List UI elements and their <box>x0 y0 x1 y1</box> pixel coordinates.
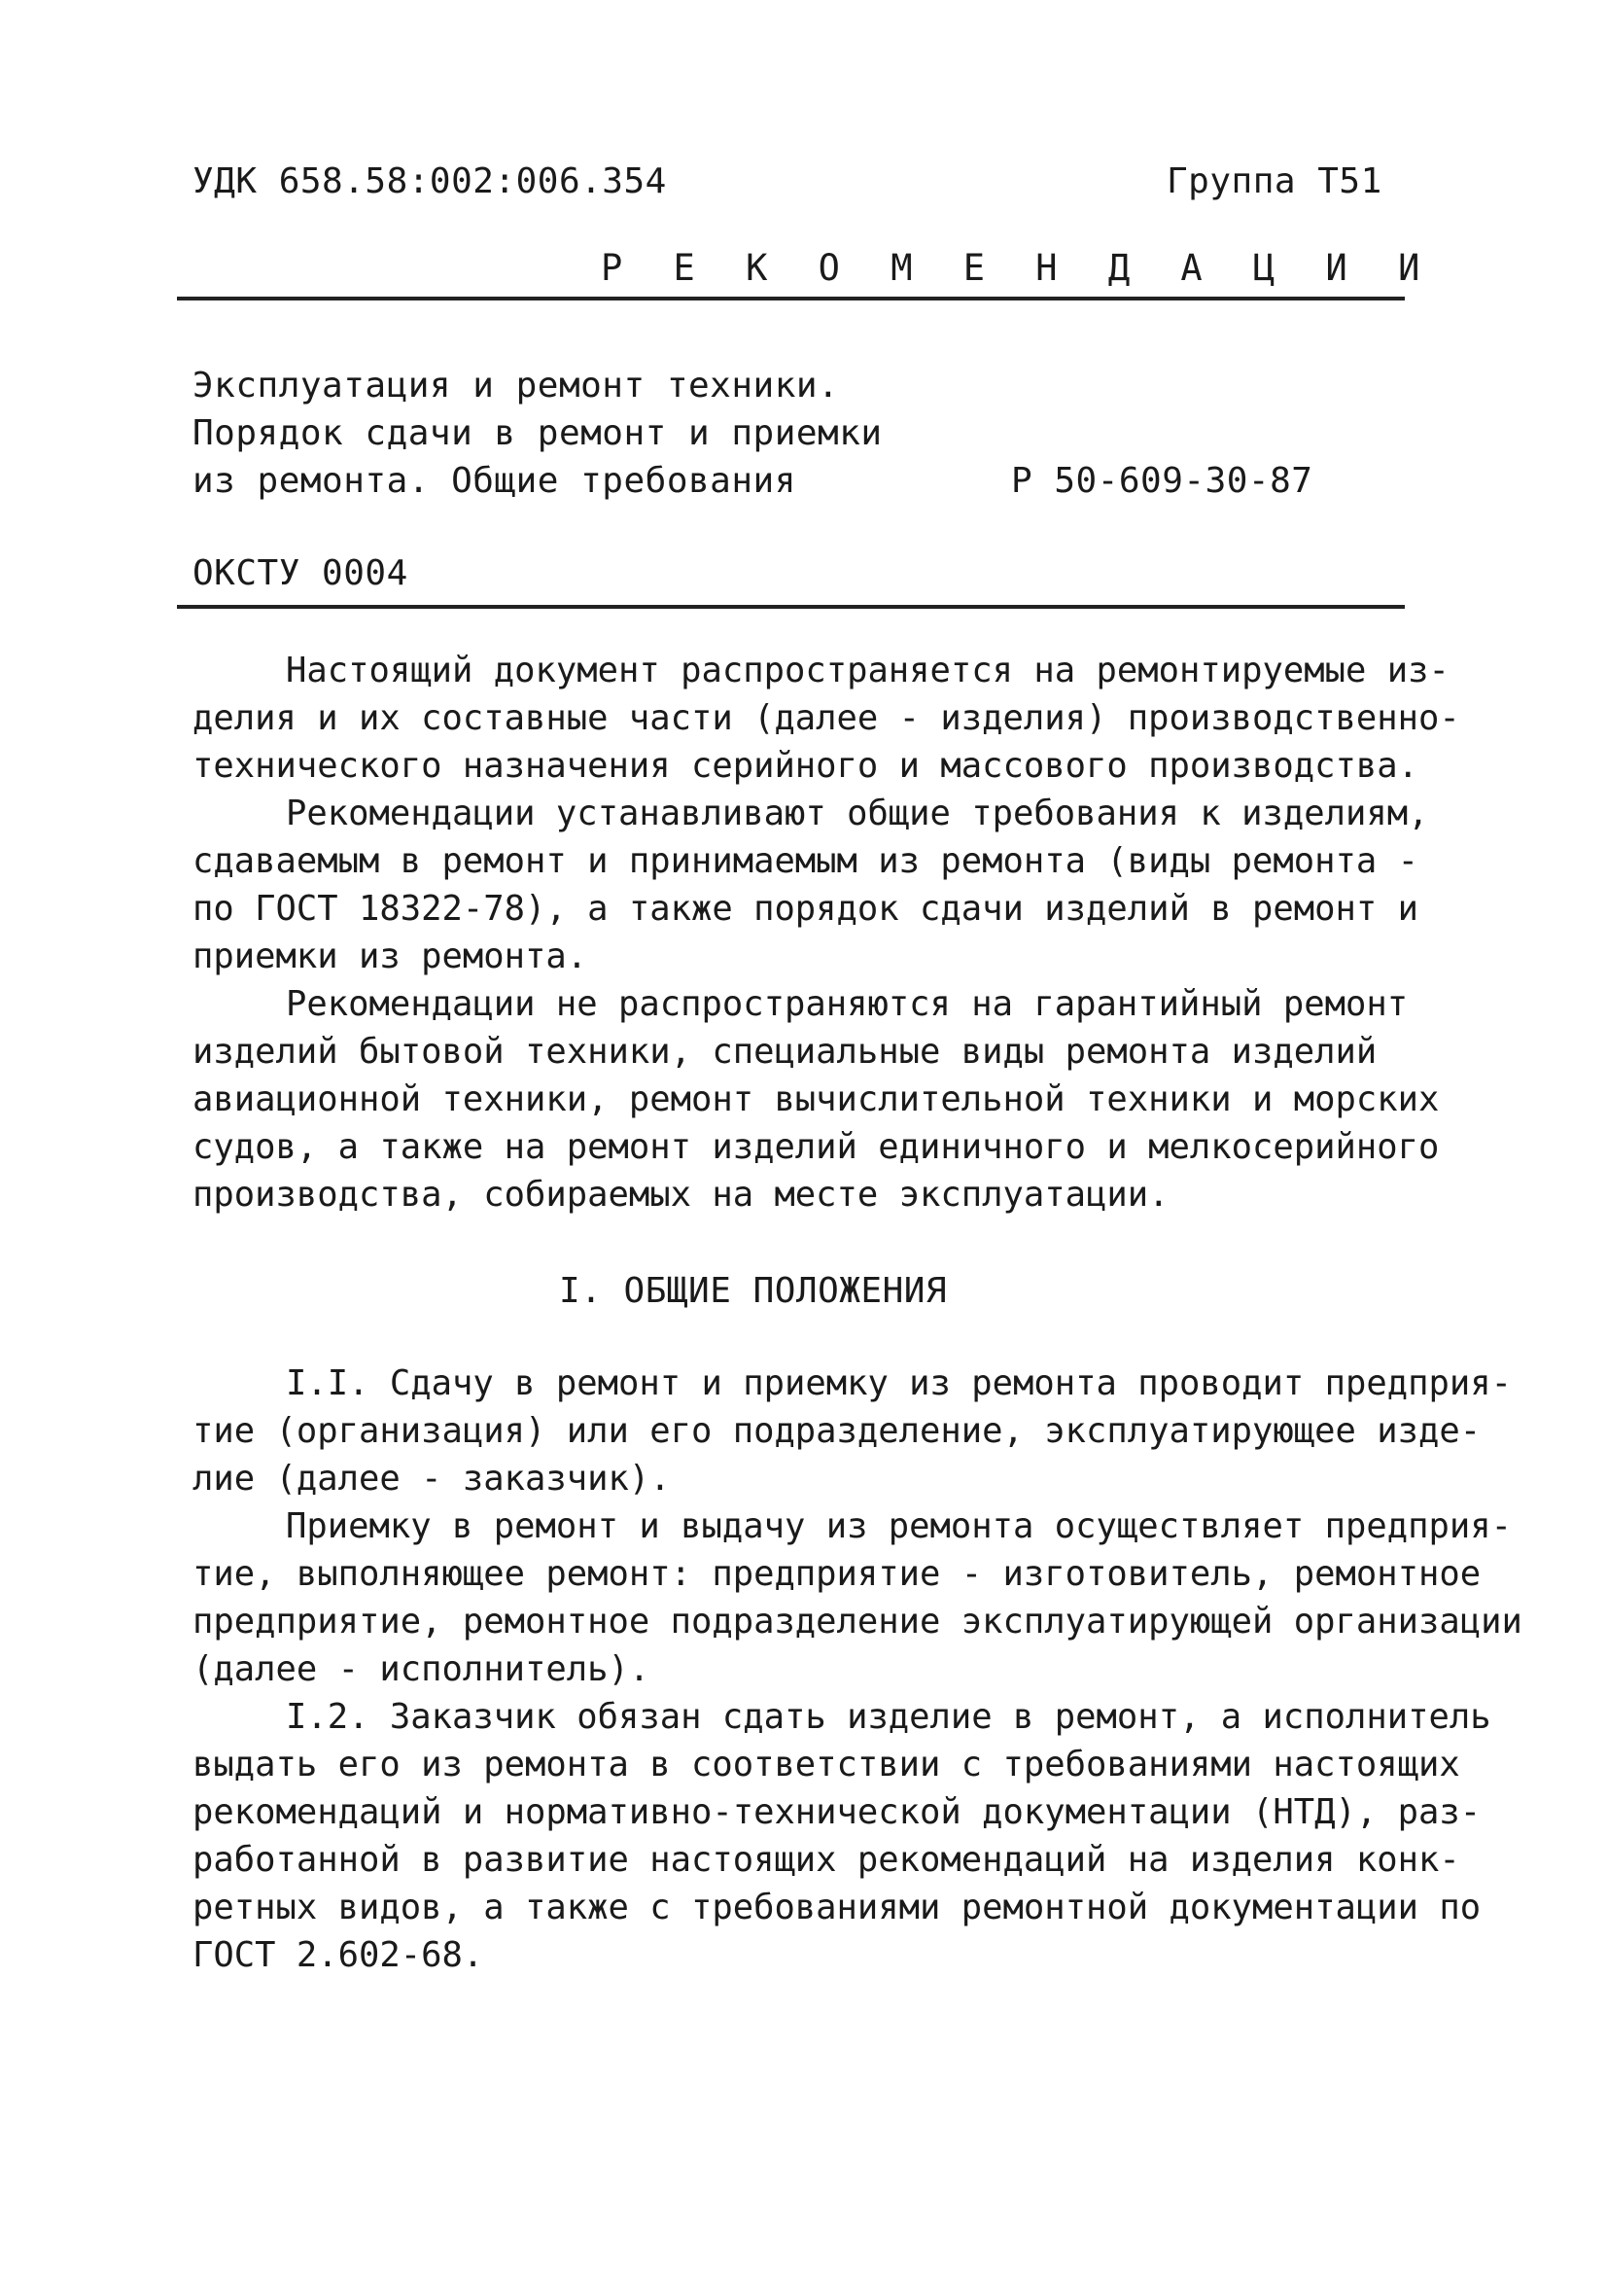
udk-code: УДК 658.58:002:006.354 <box>192 161 667 201</box>
section-heading: I. ОБЩИЕ ПОЛОЖЕНИЯ <box>559 1271 948 1311</box>
document-code: Р 50-609-30-87 <box>1011 461 1313 501</box>
text-line: I.I. Сдачу в ремонт и приемку из ремонта проводит предприя- <box>286 1363 1512 1403</box>
text-line: выдать его из ремонта в соответствии с требованиями настоящих <box>192 1745 1460 1784</box>
text-line: (далее - исполнитель). <box>192 1649 650 1689</box>
text-line: изделий бытовой техники, специальные виды ремонта изделий <box>192 1032 1378 1072</box>
text-line: Настоящий документ распространяется на ремонтируемые из- <box>286 651 1450 690</box>
text-line: приемки из ремонта. <box>192 936 588 976</box>
document-type-heading: Р Е К О М Е Н Д А Ц И И <box>601 247 1435 289</box>
text-line: авиационной техники, ремонт вычислительной техники и морских <box>192 1079 1440 1119</box>
text-line: ГОСТ 2.602-68. <box>192 1935 484 1975</box>
text-line: сдаваемым в ремонт и принимаемым из ремонта (виды ремонта - <box>192 841 1418 881</box>
text-line: делия и их составные части (далее - изделия) производственно- <box>192 698 1460 738</box>
text-line: Приемку в ремонт и выдачу из ремонта осуществляет предприя- <box>286 1506 1512 1546</box>
okstu-code: ОКСТУ 0004 <box>192 553 408 593</box>
text-line: судов, а также на ремонт изделий единичного и мелкосерийного <box>192 1127 1440 1167</box>
text-line: рекомендаций и нормативно-технической документации (НТД), раз- <box>192 1792 1482 1832</box>
title-line-3: из ремонта. Общие требования <box>192 461 796 501</box>
group-code: Группа Т51 <box>1167 161 1382 201</box>
text-line: предприятие, ремонтное подразделение эксплуатирующей организации <box>192 1602 1522 1642</box>
title-line-1: Эксплуатация и ремонт техники. <box>192 366 840 406</box>
text-line: ретных видов, а также с требованиями ремонтной документации по <box>192 1888 1482 1927</box>
text-line: Рекомендации устанавливают общие требования к изделиям, <box>286 794 1429 833</box>
text-line: тие, выполняющее ремонт: предприятие - изготовитель, ремонтное <box>192 1554 1482 1594</box>
text-line: I.2. Заказчик обязан сдать изделие в ремонт, а исполнитель <box>286 1697 1491 1737</box>
text-line: тие (организация) или его подразделение, эксплуатирующее изде- <box>192 1411 1482 1451</box>
okstu-divider <box>177 605 1405 609</box>
section-text <box>192 1360 1522 1979</box>
text-line: производства, собираемых на месте эксплуатации. <box>192 1175 1170 1215</box>
text-line: лие (далее - заказчик). <box>192 1459 671 1499</box>
title-line-2: Порядок сдачи в ремонт и приемки <box>192 413 883 453</box>
text-line: технического назначения серийного и массового производства. <box>192 746 1418 786</box>
text-line: Рекомендации не распространяются на гарантийный ремонт <box>286 984 1409 1024</box>
top-divider <box>177 297 1405 300</box>
text-line: по ГОСТ 18322-78), а также порядок сдачи изделий в ремонт и <box>192 889 1418 929</box>
intro-text <box>192 647 1460 1219</box>
text-line: работанной в развитие настоящих рекомендаций на изделия конк- <box>192 1840 1460 1880</box>
